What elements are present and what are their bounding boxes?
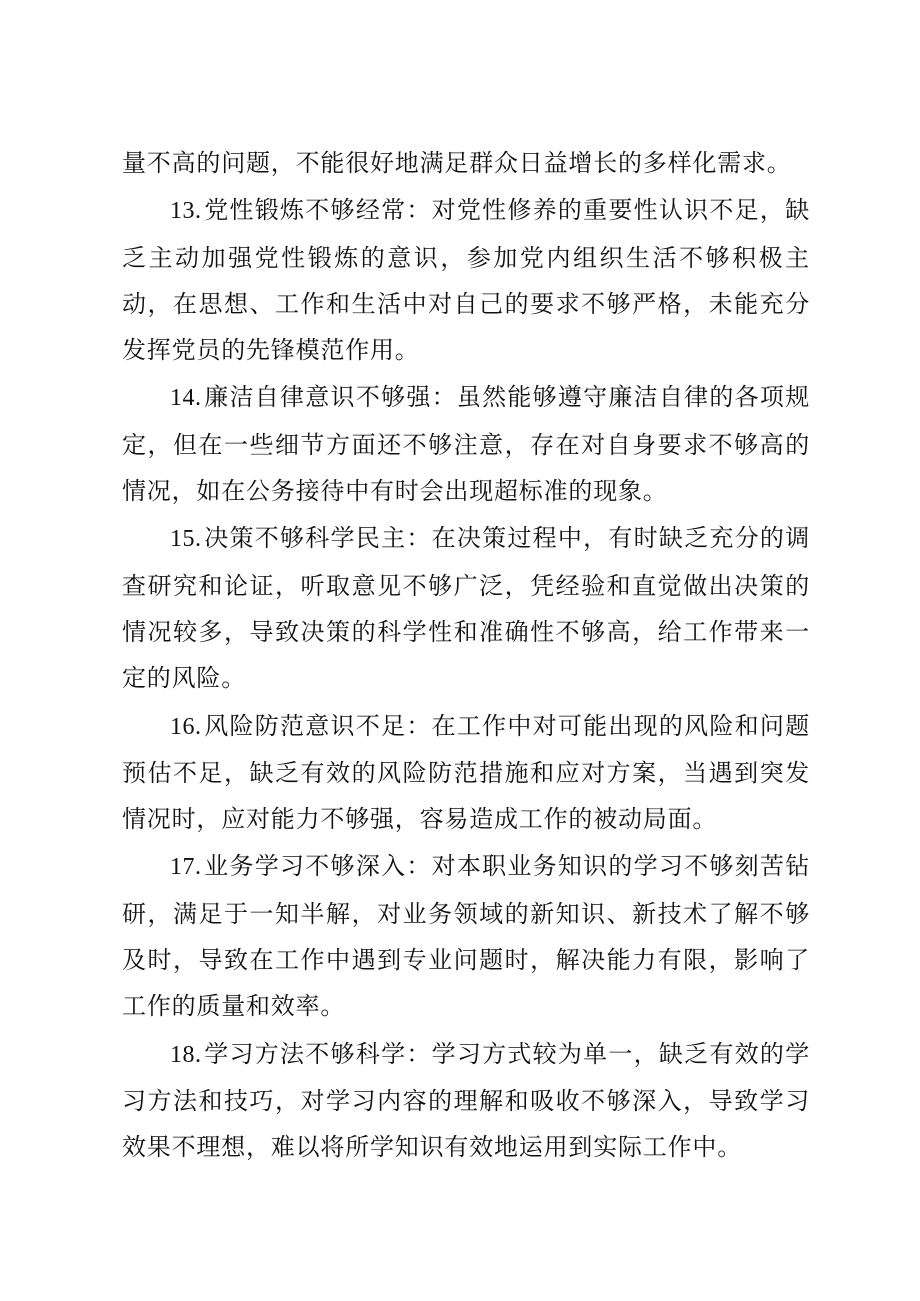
item-number: 15	[170, 526, 195, 553]
item-number: 14	[170, 385, 195, 412]
paragraph-text: 风险防范意识不足：在工作中对可能出现的风险和问题预估不足，缺乏有效的风险防范措施和应对方案，当遇到突发情况时，应对能力不够强，容易造成工作的被动局面。	[122, 711, 810, 834]
number-separator: .	[195, 1041, 202, 1068]
list-item-16	[122, 703, 810, 843]
number-separator: .	[195, 198, 202, 225]
list-item-18	[122, 1031, 810, 1171]
item-number: 16	[170, 713, 195, 740]
paragraph-text: 量不高的问题，不能很好地满足群众日益增长的多样化需求。	[122, 149, 792, 177]
list-item-14	[122, 374, 810, 514]
number-separator: .	[195, 385, 202, 412]
list-item-17	[122, 843, 810, 1029]
list-item-15	[122, 515, 810, 701]
paragraph-text: 党性锻炼不够经常：对党性修养的重要性认识不足，缺乏主动加强党性锻炼的意识，参加党内组织生活不够积极主动，在思想、工作和生活中对自己的要求不够严格，未能充分发挥党员的先锋模范作用。	[122, 196, 810, 365]
paragraph-text: 廉洁自律意识不够强：虽然能够遵守廉洁自律的各项规定，但在一些细节方面还不够注意，存在对自身要求不够高的情况，如在公务接待中有时会出现超标准的现象。	[122, 383, 810, 506]
item-number: 18	[170, 1041, 195, 1068]
number-separator: .	[195, 854, 202, 881]
item-number: 17	[170, 854, 195, 881]
number-separator: .	[195, 526, 202, 553]
document-page	[122, 140, 810, 1171]
paragraph-continuation	[122, 140, 810, 186]
number-separator: .	[195, 713, 202, 740]
paragraph-text: 业务学习不够深入：对本职业务知识的学习不够刻苦钻研，满足于一知半解，对业务领域的新知识、新技术了解不够及时，导致在工作中遇到专业问题时，解决能力有限，影响了工作的质量和效率。	[122, 852, 810, 1021]
item-number: 13	[170, 198, 195, 225]
list-item-13	[122, 187, 810, 373]
paragraph-text: 决策不够科学民主：在决策过程中，有时缺乏充分的调查研究和论证，听取意见不够广泛，凭经验和直觉做出决策的情况较多，导致决策的科学性和准确性不够高，给工作带来一定的风险。	[122, 524, 810, 693]
paragraph-text: 学习方法不够科学：学习方式较为单一，缺乏有效的学习方法和技巧，对学习内容的理解和吸收不够深入，导致学习效果不理想，难以将所学知识有效地运用到实际工作中。	[122, 1039, 810, 1162]
